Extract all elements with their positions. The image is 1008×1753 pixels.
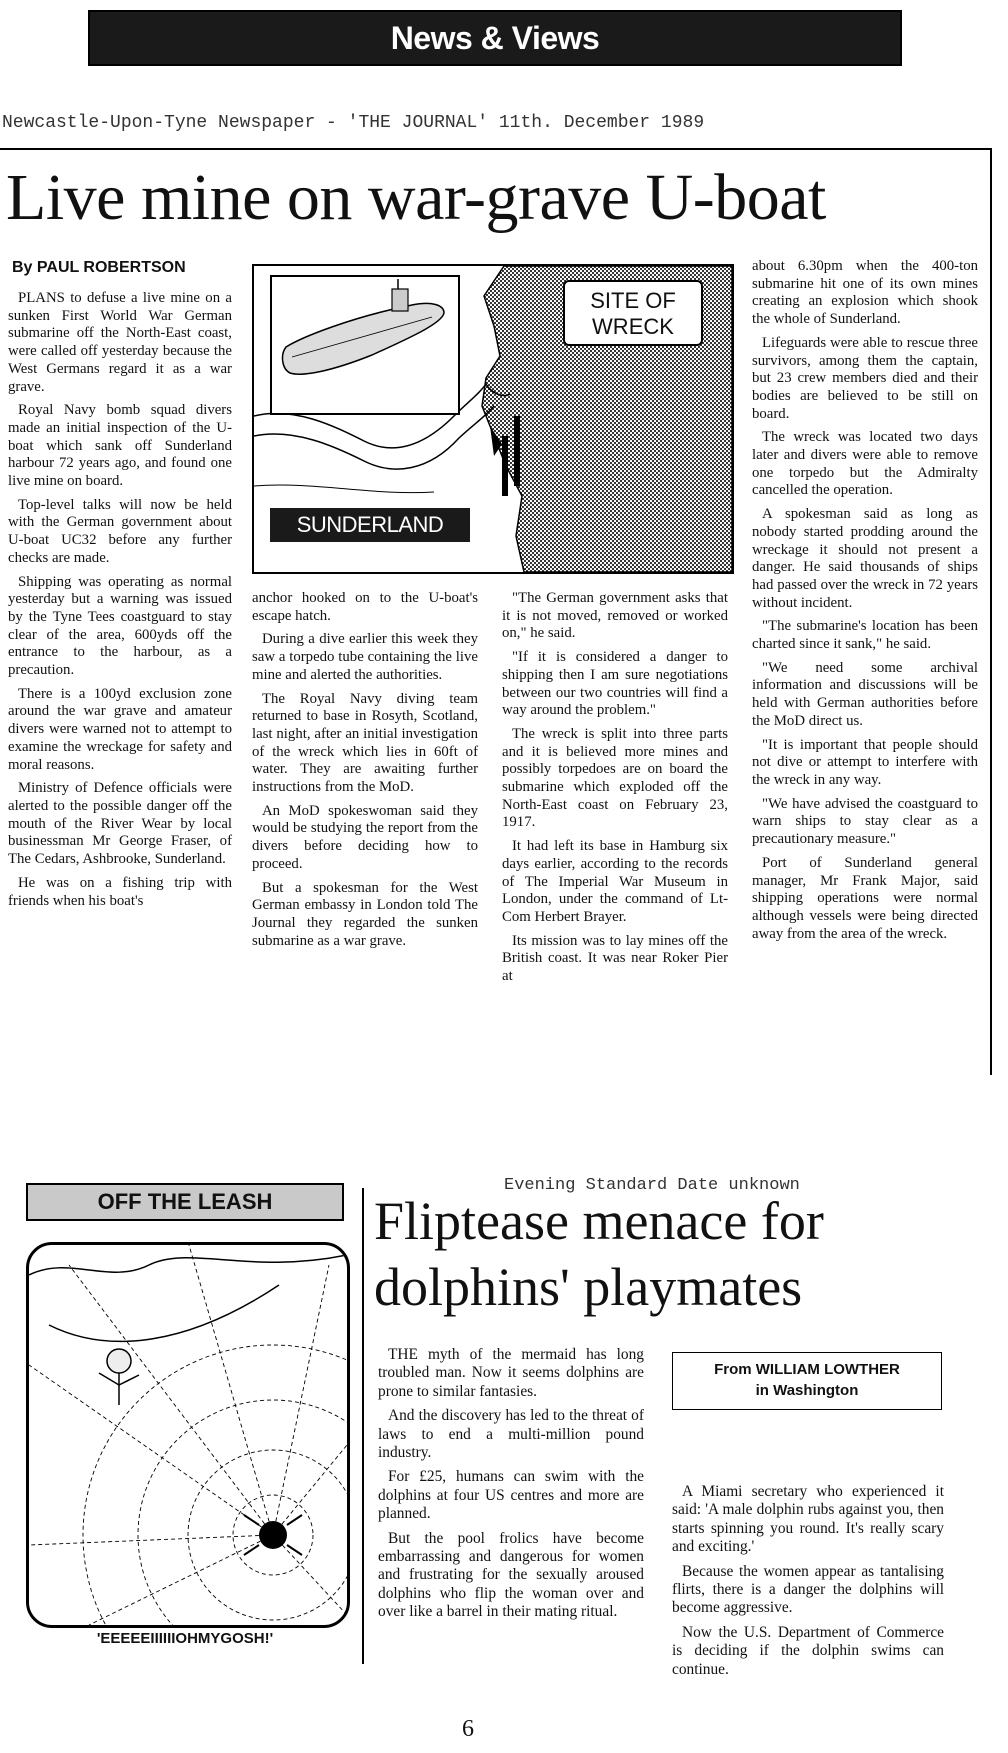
- column-divider: [362, 1188, 364, 1664]
- callout-line-1: SITE OF: [590, 288, 676, 313]
- paragraph: Now the U.S. Department of Commerce is deciding if the dolphin swims can continue.: [672, 1623, 944, 1678]
- paragraph: "If it is considered a danger to shipping then I am sure negotiations between our two countries will find a way around the problem.": [502, 649, 728, 719]
- submarine-icon: [272, 277, 458, 413]
- paragraph: Port of Sunderland general manager, Mr Frank Major, said shipping operations were normal although vessels were being directed away from the area of the wreck.: [752, 854, 978, 942]
- article1-column-2: [252, 590, 478, 956]
- headline-line-1: Fliptease menace for: [374, 1191, 824, 1251]
- article2-byline-box: [672, 1352, 942, 1410]
- paragraph: about 6.30pm when the 400-ton submarine hit one of its own mines creating an explosion which shook the whole of Sunderland.: [752, 258, 978, 328]
- paragraph: PLANS to defuse a live mine on a sunken First World War German submarine off the North-East coast, were called off yesterday because the West Germans regard it as a war grave.: [8, 290, 232, 395]
- paragraph: anchor hooked on to the U-boat's escape hatch.: [252, 590, 478, 624]
- paragraph: But the pool frolics have become embarrassing and dangerous for women and frustrating for the sexually aroused dolphins who flip the woman over and over like a barrel in their mating ritual.: [378, 1529, 644, 1621]
- article2-column-1: [378, 1346, 644, 1628]
- article1-byline: By PAUL ROBERTSON: [12, 259, 186, 276]
- article2-source: Evening Standard Date unknown: [504, 1176, 800, 1195]
- paragraph: During a dive earlier this week they saw a torpedo tube containing the live mine and alerted the authorities.: [252, 631, 478, 683]
- spiderweb-cartoon-icon: [29, 1245, 347, 1625]
- article1-source: Newcastle-Upon-Tyne Newspaper - 'THE JOURNAL' 11th. December 1989: [2, 113, 705, 133]
- article1-column-4: [752, 258, 978, 949]
- paragraph: Royal Navy bomb squad divers made an initial inspection of the U-boat which sank off Sunderland harbour 72 years ago, and found one live mine on board.: [8, 402, 232, 490]
- cartoon-caption: 'EEEEEIIIIIIOHMYGOSH!': [96, 1630, 274, 1647]
- paragraph: Ministry of Defence officials were alerted to the possible danger off the mouth of the River Wear by local businessman Mr George Fraser, of The Cedars, Ashbrooke, Sunderland.: [8, 780, 232, 868]
- paragraph: There is a 100yd exclusion zone around the war grave and amateur divers were warned not to attempt to examine the wreckage for safety and moral reasons.: [8, 685, 232, 773]
- paragraph: The Royal Navy diving team returned to base in Rosyth, Scotland, last night, after an initial investigation of the wreck which lies in 60ft of water. They are awaiting further instructions from the MoD.: [252, 690, 478, 796]
- byline-line-2: in Washington: [755, 1382, 859, 1399]
- paragraph: "It is important that people should not dive or attempt to interfere with the wreck in any way.: [752, 736, 978, 788]
- paragraph: Its mission was to lay mines off the British coast. It was near Roker Pier at: [502, 932, 728, 985]
- paragraph: An MoD spokeswoman said they would be studying the report from the divers before deciding how to proceed.: [252, 802, 478, 872]
- paragraph: Shipping was operating as normal yesterday but a warning was issued by the Tyne Tees coastguard to stay clear of the area, 600yds off the entrance to the harbour, as a precaution.: [8, 573, 232, 679]
- paragraph: For £25, humans can swim with the dolphins at four US centres and more are planned.: [378, 1468, 644, 1523]
- cartoon-title: OFF THE LEASH: [97, 1189, 273, 1214]
- byline-line-1: From WILLIAM LOWTHER: [714, 1361, 900, 1378]
- article2-column-2: [672, 1483, 944, 1685]
- paragraph: Because the women appear as tantalising flirts, there is a danger the dolphins will become aggressive.: [672, 1562, 944, 1617]
- cartoon-panel: [26, 1242, 350, 1628]
- paragraph: "The German government asks that it is not moved, removed or worked on," he said.: [502, 590, 728, 642]
- paragraph: The wreck was located two days later and divers were able to remove one torpedo but the Admiralty cancelled the operation.: [752, 429, 978, 499]
- paragraph: Top-level talks will now be held with the German government about U-boat UC32 before any further checks are made.: [8, 496, 232, 566]
- map-place-label: SUNDERLAND: [270, 508, 470, 542]
- cartoon-strip-title: [26, 1183, 344, 1221]
- article1-column-3: [502, 590, 728, 992]
- paragraph: Lifeguards were able to rescue three survivors, among them the captain, but 23 crew members died and their bodies are believed to be still on board.: [752, 334, 978, 422]
- paragraph: It had left its base in Hamburg six days earlier, according to the records of The Imperial War Museum in London, under the command of Lt-Com Herbert Brayer.: [502, 838, 728, 925]
- headline-line-2: dolphins' playmates: [374, 1257, 803, 1317]
- top-rule: [0, 148, 990, 150]
- callout-line-2: WRECK: [592, 314, 674, 339]
- paragraph: A Miami secretary who experienced it said: 'A male dolphin rubs against you, then starts spinning you round. It's really scary and exciting.': [672, 1483, 944, 1556]
- paragraph: The wreck is split into three parts and it is believed more mines and possibly torpedoes are on board the submarine which exploded off the North-East coast on February 23, 1917.: [502, 725, 728, 831]
- paragraph: "We have advised the coastguard to warn ships to stay clear as a precautionary measure.": [752, 795, 978, 848]
- article2-headline: [374, 1188, 974, 1320]
- paragraph: "We need some archival information and discussions will be held with German authorities before the MoD direct us.: [752, 659, 978, 729]
- article1-column-1: [8, 290, 232, 916]
- submarine-inset: [270, 275, 460, 415]
- paragraph: THE myth of the mermaid has long troubled man. Now it seems dolphins are prone to similar fantasies.: [378, 1346, 644, 1400]
- wreck-site-callout: [563, 280, 703, 346]
- section-banner: [88, 10, 902, 66]
- page-number: 6: [462, 1716, 474, 1742]
- section-title: News & Views: [390, 20, 600, 56]
- paragraph: And the discovery has led to the threat of laws to end a multi-million pound industry.: [378, 1407, 644, 1462]
- right-rule: [990, 148, 992, 1075]
- article1-headline: Live mine on war-grave U-boat: [6, 161, 826, 234]
- paragraph: A spokesman said as long as nobody started prodding around the wreckage it should not present a danger. He said thousands of ships had passed over the wreck in 72 years without incident.: [752, 506, 978, 611]
- paragraph: He was on a fishing trip with friends when his boat's: [8, 874, 232, 909]
- paragraph: But a spokesman for the West German embassy in London told The Journal they regarded the sunken submarine as a war grave.: [252, 879, 478, 949]
- paragraph: "The submarine's location has been charted since it sank," he said.: [752, 618, 978, 653]
